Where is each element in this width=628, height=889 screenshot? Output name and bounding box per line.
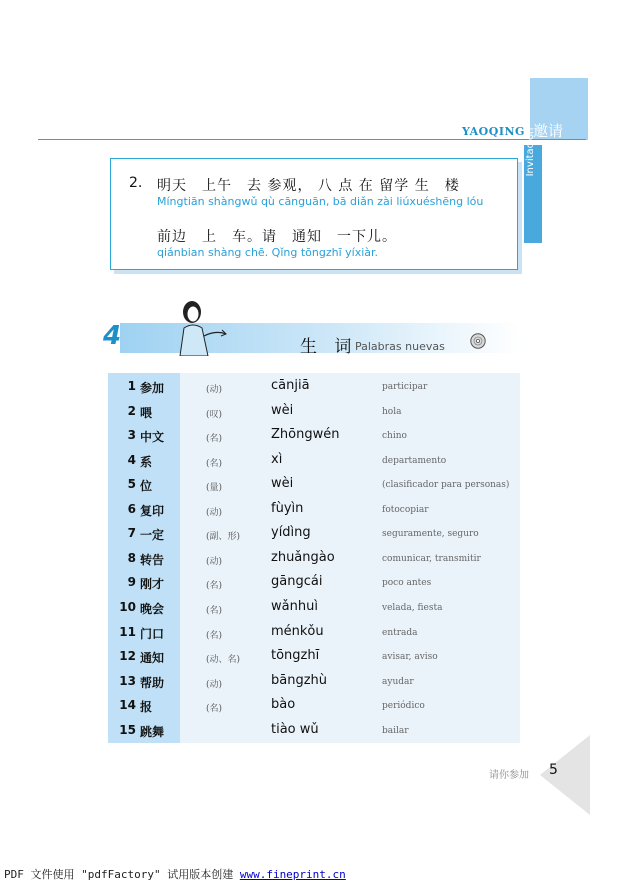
vocab-row [108, 670, 520, 695]
vocab-number: 11 [119, 624, 136, 639]
vocab-translation: (clasificador para personas) [382, 480, 510, 491]
vocab-translation: departamento [382, 455, 447, 466]
section-title-es: Palabras nuevas [355, 340, 445, 353]
vocab-part-of-speech: (名) [206, 704, 223, 715]
vocab-translation: avisar, aviso [382, 652, 438, 663]
cd-icon[interactable] [470, 333, 486, 349]
student-illustration [168, 296, 232, 356]
vocab-row [108, 424, 520, 449]
vocab-row [108, 694, 520, 719]
vocab-word: 系 [140, 454, 153, 469]
vocab-part-of-speech: (动) [206, 556, 223, 567]
example-line1-pinyin: Míngtiān shàngwǔ qù cānguān, bā diǎn zài liúxuéshēng lóu [157, 195, 484, 208]
vocab-row [108, 571, 520, 596]
page-number: 5 [549, 762, 558, 778]
vocab-part-of-speech: (名) [206, 458, 223, 469]
vocab-pinyin: zhuǎngào [271, 549, 335, 565]
page-label: 请你参加 [489, 770, 529, 781]
vocab-word: 帮助 [140, 675, 165, 690]
vocab-word: 跳舞 [140, 724, 165, 739]
example-line2-pinyin: qiánbian shàng chē. Qǐng tōngzhī yíxiàr. [157, 246, 379, 259]
vocab-word: 刚才 [140, 577, 165, 592]
vocab-part-of-speech: (动、名) [206, 655, 241, 666]
vocab-row [108, 621, 520, 646]
vocab-word: 中文 [140, 430, 165, 445]
vocab-number: 12 [119, 649, 136, 664]
vocab-number: 3 [127, 428, 136, 443]
vocab-row [108, 400, 520, 425]
vocab-row [108, 498, 520, 523]
vocab-word: 参加 [140, 381, 165, 395]
vocab-part-of-speech: (名) [206, 605, 223, 616]
vocab-part-of-speech: (叹) [206, 409, 223, 420]
vocab-pinyin: tiào wǔ [271, 721, 319, 737]
vocab-number: 4 [127, 452, 136, 467]
vocab-translation: ayudar [382, 676, 414, 687]
vocab-number: 10 [119, 599, 136, 614]
vocab-translation: hola [382, 406, 402, 417]
vocab-pinyin: yídìng [271, 525, 311, 541]
vocab-word: 喂 [140, 405, 153, 420]
vocab-translation: bailar [382, 725, 409, 736]
vocab-translation: chino [382, 431, 407, 442]
vocab-number: 5 [127, 477, 136, 492]
vocab-translation: comunicar, transmitir [382, 553, 481, 564]
vocab-row [108, 522, 520, 547]
vocab-number: 7 [127, 526, 136, 541]
vocab-pinyin: bào [271, 697, 296, 713]
vocab-part-of-speech: (动) [206, 507, 223, 518]
vocab-translation: poco antes [382, 578, 432, 589]
pdf-watermark-link[interactable]: www.fineprint.cn [239, 868, 346, 881]
vocab-part-of-speech: (名) [206, 434, 223, 445]
section-title-zh: 生 词 [300, 337, 358, 357]
vocab-number: 6 [127, 501, 136, 516]
vocab-row [108, 547, 520, 572]
vocab-row [108, 596, 520, 621]
vocab-pinyin: xì [271, 451, 283, 467]
vocab-word: 通知 [140, 651, 165, 666]
vocab-pinyin: wèi [271, 402, 294, 418]
header-rule [38, 139, 586, 140]
vocab-pinyin: tōngzhī [271, 648, 320, 664]
vocab-word: 门口 [140, 626, 165, 641]
vocab-pinyin: cānjiā [271, 378, 310, 393]
vocab-word: 一定 [140, 528, 165, 543]
vocab-row [108, 449, 520, 474]
chapter-pinyin-title: YAOQING [462, 125, 525, 138]
vocab-number: 15 [119, 722, 136, 737]
pdf-watermark-text: PDF 文件使用 "pdfFactory" 试用版本创建 [4, 868, 240, 881]
vocab-word: 转告 [140, 552, 165, 567]
vocab-word: 复印 [140, 503, 165, 518]
vocab-pinyin: fùyìn [271, 500, 304, 516]
vocab-pinyin: Zhōngwén [271, 427, 340, 443]
vocab-translation: velada, fiesta [382, 602, 443, 613]
vocab-pinyin: bāngzhù [271, 672, 328, 688]
vocab-translation: fotocopiar [382, 504, 429, 515]
vocab-row [108, 473, 520, 498]
vocab-translation: periódico [382, 701, 425, 712]
vocab-part-of-speech: (量) [206, 483, 223, 494]
pdf-watermark [4, 866, 346, 882]
vocab-number: 14 [119, 698, 136, 713]
chapter-zh-title: 邀请 [533, 122, 564, 140]
vocab-row [108, 719, 520, 744]
example-line1-zh: 明天 上午 去 参观， 八 点 在 留学 生 楼 [157, 178, 460, 194]
vocab-part-of-speech: (副、形) [206, 532, 241, 543]
vocab-row [108, 645, 520, 670]
vocab-part-of-speech: (名) [206, 630, 223, 641]
vocab-word: 报 [140, 700, 153, 715]
vocab-translation: participar [382, 382, 428, 392]
vocab-number: 9 [127, 575, 136, 590]
vocab-pinyin: gāngcái [271, 574, 323, 590]
vocab-translation: entrada [382, 627, 418, 638]
vocab-part-of-speech: (动) [206, 679, 223, 690]
vocab-pinyin: wèi [271, 476, 294, 492]
page-corner-tab [540, 735, 590, 815]
vocab-number: 8 [127, 550, 136, 565]
section-number: 4 [103, 321, 122, 351]
example-line2-zh: 前边 上 车。请 通知 一下儿。 [157, 229, 397, 245]
vocab-translation: seguramente, seguro [382, 529, 479, 540]
vocab-row [108, 375, 520, 400]
side-tab-label: Invitación [525, 127, 536, 177]
example-box [110, 158, 518, 270]
vocab-part-of-speech: (动) [206, 385, 223, 395]
example-number: 2. [129, 175, 143, 191]
vocab-pinyin: wǎnhuì [271, 598, 318, 614]
vocab-number: 1 [127, 379, 136, 393]
vocab-word: 位 [140, 479, 153, 494]
vocab-part-of-speech: (名) [206, 581, 223, 592]
vocab-pinyin: ménkǒu [271, 623, 324, 639]
vocab-number: 2 [127, 403, 136, 418]
vocab-word: 晚会 [140, 601, 165, 616]
vocab-number: 13 [119, 673, 136, 688]
